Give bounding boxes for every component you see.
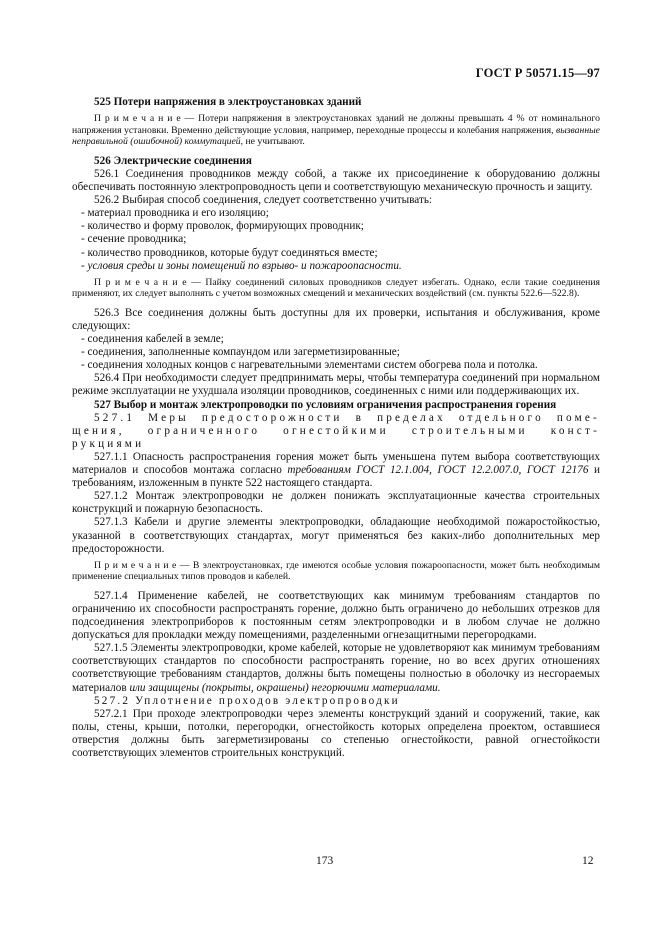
para-527-1-1: 527.1.1 Опасность распространения горения может быть уменьшена путем выбора соответствующих материалов и способов монтажа согласно требованиям ГОСТ 12.1.004, ГОСТ 12.2.007.0, ГОСТ 12176 и требованиям, изложенным в пункте 522 настоящего стандарта.	[72, 450, 600, 490]
para-527-2-1: 527.2.1 При проходе электропроводки через элементы конструкций зданий и сооружений, такие, как полы, стены, крыши, потолки, перегородки, огнестойкость которых определена проектом, оставшиеся отверстия должны быть загерметизированы со степенью огнестойкости, равной огнестойкости соответствующих элементов строительных конструкций.	[72, 707, 600, 759]
list-item: - сечение проводника;	[81, 233, 187, 246]
para-526-4: 526.4 При необходимости следует предпринимать меры, чтобы температура соединений при нормальном режиме эксплуатации не ухудшала изоляции проводников, соединенных с ними или поддерживающих их.	[72, 372, 600, 398]
section-525-note: П р и м е ч а н и е — Потери напряжения в электроустановках зданий не должны превышать 4 % от номинального напряжения установки. Временно действующие условия, например, переходные процессы и колебания напряжения, вызванные неправильной (ошибочной) коммутацией, не учитывают.	[72, 113, 600, 148]
para-527-1-3: 527.1.3 Кабели и другие элементы электропроводки, обладающие необходимой пожаростойкостью, указанной в соответствующих стандартах, могут применяться без каких-либо дополнительных мер предосторожности.	[72, 516, 600, 555]
list-item: - материал проводника и его изоляцию;	[81, 207, 269, 220]
para-527-2: 527.2 Уплотнение проходов электропроводки	[94, 694, 400, 707]
list-item: - соединения, заполненные компаундом или загерметизированные;	[81, 346, 400, 359]
document-body	[72, 96, 600, 760]
section-527-note: П р и м е ч а н и е — В электроустановках, где имеются особые условия пожароопасности, может быть необходимым применение специальных типов проводов и кабелей.	[72, 559, 601, 583]
para-527-1-2: 527.1.2 Монтаж электропроводки не должен понижать эксплуатационные качества строительных конструкций и пожарную безопасность.	[72, 490, 600, 516]
para-527-1-line1: 527.1 Меры предосторожности в пределах отдельного поме-	[94, 411, 600, 424]
list-item: - условия среды и зоны помещений по взрыво- и пожароопасности.	[81, 259, 402, 272]
list-item: - количество и форму проволок, формирующих проводник;	[81, 220, 364, 233]
list-item: - соединения холодных концов с нагревательными элементами систем обогрева пола и потолка.	[81, 359, 538, 372]
section-526-note: П р и м е ч а н и е — Пайку соединений силовых проводников следует избегать. Однако, если такие соединения применяют, их следует выполнять с учетом возможных смещений и механических воздействий (см. пункты 522.6—522.8).	[72, 276, 600, 300]
list-item: - количество проводников, которые будут соединяться вместе;	[81, 246, 378, 259]
page-number-right: 12	[582, 855, 594, 867]
standard-code: ГОСТ Р 50571.15—97	[475, 66, 600, 80]
page-number-center: 173	[316, 855, 334, 867]
list-item: - соединения кабелей в земле;	[81, 333, 224, 346]
para-526-1: 526.1 Соединения проводников между собой, а также их присоединение к оборудованию должны обеспечивать постоянную электропроводность цепи и соответствующую механическую прочность и защиту.	[72, 167, 600, 194]
para-527-1-5: 527.1.5 Элементы электропроводки, кроме кабелей, которые не удовлетворяют как минимум требованиям соответствующих стандартов по способности распространять горение, но во всех других отношениях соответствующие требованиям стандартов, должны быть помещены полностью в оболочку из несгораемых материалов или защищены (покрыты, окрашены) негорючими материалами.	[72, 642, 600, 694]
section-525-heading: 525 Потери напряжения в электроустановках зданий	[94, 96, 362, 108]
section-526-heading: 526 Электрические соединения	[94, 154, 252, 167]
para-527-1-line2: щения, ограниченного огнестойкими строительными конст-	[72, 424, 600, 437]
para-527-1-4: 527.1.4 Применение кабелей, не соответствующих как минимум требованиям стандартов по ограничению их способности распространять горение, должно быть ограничено до небольших отрезков для подсоединения электроприборов к постоянным сетям электропроводки и в любом случае не должно допускаться для прокладки между помещениями, разделенными огнезащитными перегородками.	[72, 589, 600, 642]
para-526-3: 526.3 Все соединения должны быть доступны для их проверки, испытания и обслуживания, кроме следующих:	[72, 306, 600, 332]
para-526-2: 526.2 Выбирая способ соединения, следует соответственно учитывать:	[94, 194, 433, 207]
section-527-heading: 527 Выбор и монтаж электропроводки по условиям ограничения распространения горения	[94, 398, 557, 411]
para-527-1-line3: рукциями	[72, 437, 145, 450]
